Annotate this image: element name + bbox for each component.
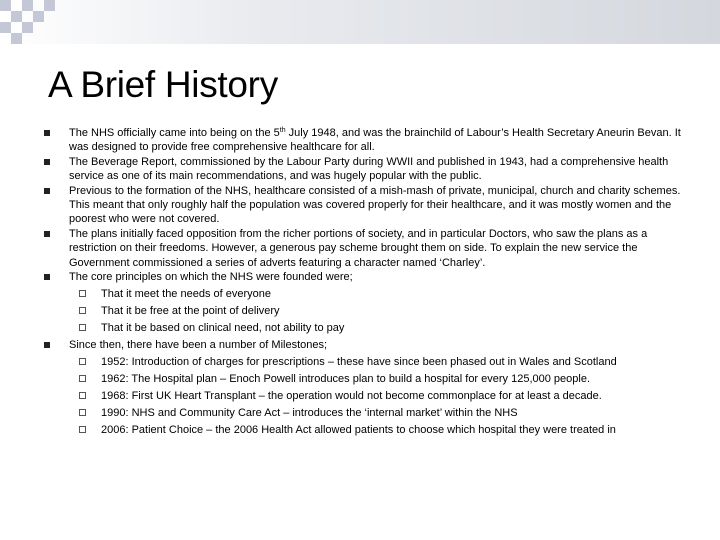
list-item bbox=[44, 155, 684, 184]
sub-list-item bbox=[44, 321, 684, 335]
hollow-square-bullet-icon bbox=[79, 375, 86, 382]
sub-list-item bbox=[44, 287, 684, 301]
sub-list-item bbox=[44, 304, 684, 318]
bullet-text: Previous to the formation of the NHS, healthcare consisted of a mish-mash of private, municipal, church and charity schemes. This meant that only roughly half the population was covered properly for their healthcare, and it was mostly women and the poorest who were not covered. bbox=[69, 184, 681, 226]
hollow-square-bullet-icon bbox=[79, 290, 86, 297]
square-bullet-icon bbox=[44, 159, 50, 165]
header-band bbox=[0, 0, 720, 44]
bullet-text: July 1948, and was the brainchild of Labour’s Health Secretary Aneurin Bevan. It was designed to provide free comprehensive healthcare for all. bbox=[69, 127, 681, 154]
hollow-square-bullet-icon bbox=[79, 307, 86, 314]
sub-item-text: 1990: NHS and Community Care Act – introduces the ‘internal market’ within the NHS bbox=[101, 407, 518, 420]
sub-item-text: 1962: The Hospital plan – Enoch Powell introduces plan to build a hospital for every 125,000 people. bbox=[101, 373, 591, 386]
sub-list-item bbox=[44, 355, 684, 369]
bullet-text: The NHS officially came into being on the 5 bbox=[69, 127, 280, 139]
sub-item-text: That it be free at the point of delivery bbox=[101, 305, 280, 318]
list-item bbox=[44, 338, 684, 352]
superscript: th bbox=[279, 127, 286, 134]
hollow-square-bullet-icon bbox=[79, 426, 86, 433]
hollow-square-bullet-icon bbox=[79, 324, 86, 331]
bullet-text: The core principles on which the NHS were founded were; bbox=[69, 271, 353, 284]
hollow-square-bullet-icon bbox=[79, 358, 86, 365]
sub-list-item bbox=[44, 372, 684, 386]
slide-title: A Brief History bbox=[48, 64, 278, 105]
list-item bbox=[44, 270, 684, 284]
list-item bbox=[44, 184, 684, 227]
hollow-square-bullet-icon bbox=[79, 392, 86, 399]
sub-item-text: 2006: Patient Choice – the 2006 Health Act allowed patients to choose which hospital they were treated in bbox=[101, 424, 616, 437]
square-bullet-icon bbox=[44, 188, 50, 194]
sub-list-item bbox=[44, 423, 684, 437]
square-bullet-icon bbox=[44, 130, 50, 136]
sub-item-text: That it be based on clinical need, not ability to pay bbox=[101, 322, 345, 335]
square-bullet-icon bbox=[44, 231, 50, 237]
sub-item-text: 1952: Introduction of charges for prescriptions – these have since been phased out in Wales and Scotland bbox=[101, 356, 617, 369]
square-bullet-icon bbox=[44, 274, 50, 280]
sub-list-item bbox=[44, 406, 684, 420]
square-bullet-icon bbox=[44, 342, 50, 348]
sub-item-text: 1968: First UK Heart Transplant – the operation would not become commonplace for at least a decade. bbox=[101, 390, 602, 403]
sub-item-text: That it meet the needs of everyone bbox=[101, 288, 271, 301]
corner-decoration bbox=[0, 0, 56, 44]
list-item bbox=[44, 227, 684, 270]
sub-list-item bbox=[44, 389, 684, 403]
list-item bbox=[44, 126, 684, 155]
hollow-square-bullet-icon bbox=[79, 409, 86, 416]
bullet-text: The plans initially faced opposition from the richer portions of society, and in particular Doctors, who saw the plans as a restriction on their freedoms. However, a generous pay scheme brought them on side. To explain the new service the Government commissioned a series of adverts featuring a character named ‘Charley’. bbox=[69, 227, 648, 269]
bullet-text: The Beverage Report, commissioned by the Labour Party during WWII and published in 1943, had a comprehensive health service as one of its main recommendations, and was hugely popular with the public. bbox=[69, 155, 669, 183]
bullet-text: Since then, there have been a number of Milestones; bbox=[69, 339, 328, 352]
slide-content bbox=[44, 126, 684, 440]
